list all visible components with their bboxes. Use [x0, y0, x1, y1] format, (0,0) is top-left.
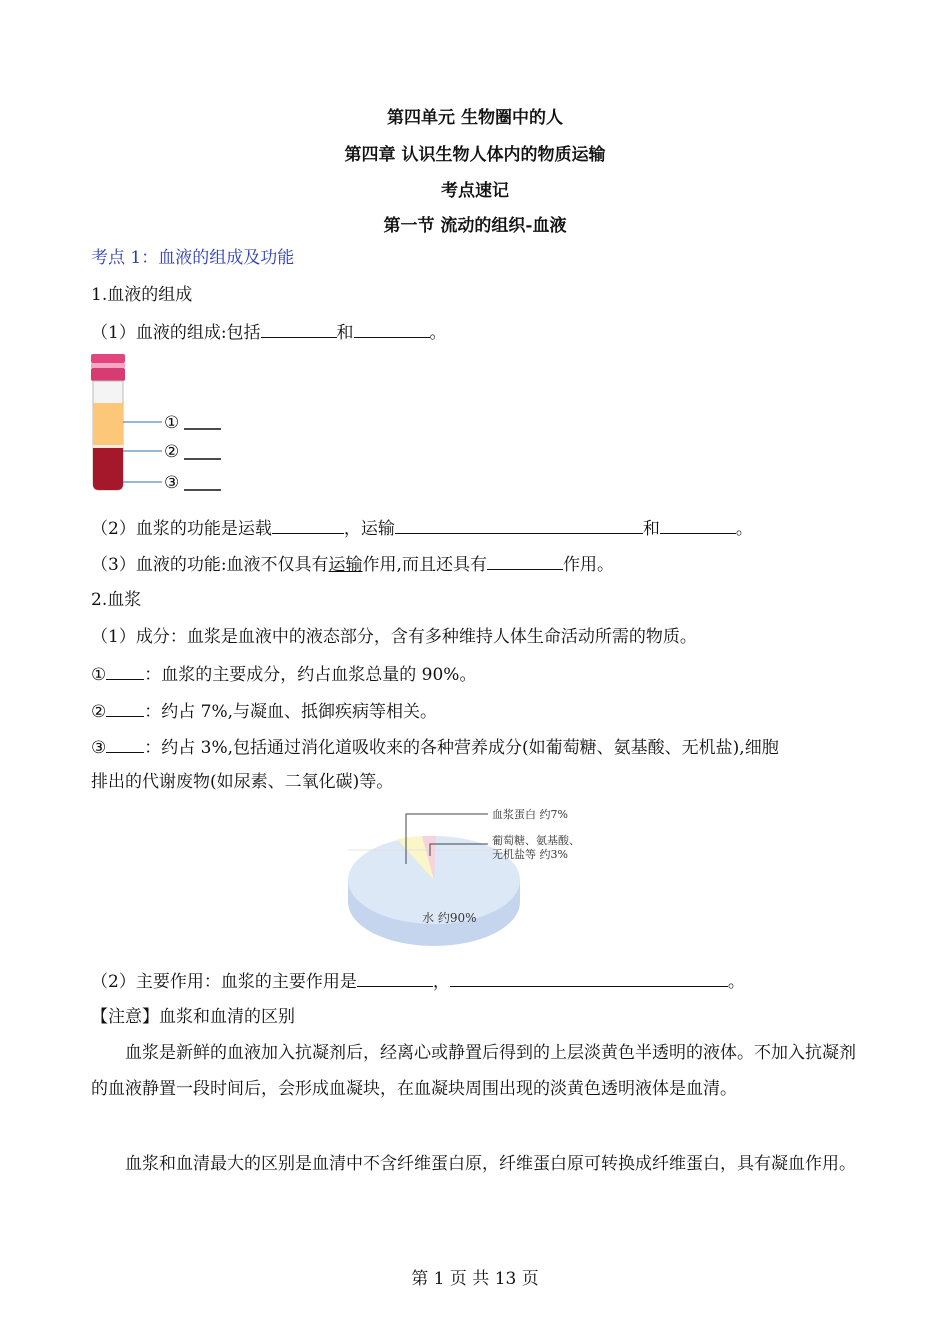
heading-blood-composition: 1.血液的组成: [91, 285, 193, 305]
blank[interactable]: [272, 515, 344, 534]
note-paragraph-1: 血浆是新鲜的血液加入抗凝剂后，经离心或静置后得到的上层淡黄色半透明的液体。不加入抗凝剂的血液静置一段时间后，会形成血凝块，在血凝块周围出现的淡黄色透明液体是血清。: [91, 1043, 856, 1099]
plasma-function: [91, 968, 861, 994]
tube-cap-stripe: [91, 363, 125, 368]
q1-text: 和: [336, 323, 354, 343]
blank[interactable]: [261, 319, 337, 338]
blank[interactable]: [106, 698, 144, 717]
component-1: [91, 661, 861, 687]
question-2: [91, 515, 861, 541]
component-num: ②: [91, 702, 107, 722]
tube-label-3: ③: [164, 473, 180, 493]
question-3: [91, 551, 861, 577]
blank[interactable]: [660, 515, 736, 534]
tube-label-1: ①: [164, 413, 180, 433]
q3-text: 作用。: [562, 555, 614, 575]
blood-tube-diagram: [88, 350, 228, 495]
plasma-composition: （1）成分：血浆是血液中的液态部分，含有多种维持人体生命活动所需的物质。: [91, 627, 697, 647]
component-text: ：约占 3%,包括通过消化道吸收来的各种营养成分(如葡萄糖、氨基酸、无机盐),细胞: [144, 738, 779, 758]
note-paragraph-2: 血浆和血清最大的区别是血清中不含纤维蛋白原，纤维蛋白原可转换成纤维蛋白，具有凝血作用。: [125, 1154, 856, 1174]
label-protein: 血浆蛋白 约7%: [492, 808, 568, 821]
q2-text: 。: [735, 519, 753, 539]
tube-label-2: ②: [164, 442, 180, 462]
label-nutrients-line2: 无机盐等 约3%: [492, 848, 568, 861]
q2-text: 和: [642, 519, 660, 539]
tube-cap: [91, 354, 125, 363]
note-title: 【注意】血浆和血清的区别: [91, 1007, 295, 1027]
function-text: ，: [432, 972, 450, 992]
label-nutrients-line1: 葡萄糖、氨基酸、: [492, 834, 580, 847]
component-text: ：血浆的主要成分，约占血浆总量的 90%。: [144, 665, 477, 685]
section-title: 第一节 流动的组织-血液: [383, 216, 567, 236]
plasma-pie-chart: [340, 798, 600, 960]
function-text: （2）主要作用：血浆的主要作用是: [91, 972, 357, 992]
q1-text: 。: [429, 323, 447, 343]
blank[interactable]: [395, 515, 643, 534]
component-text: ：约占 7%,与凝血、抵御疾病等相关。: [144, 702, 438, 722]
component-num: ①: [91, 665, 107, 685]
blank[interactable]: [487, 551, 563, 570]
white-cell-layer: [93, 445, 123, 448]
q2-text: ，运输: [343, 519, 395, 539]
chapter-title: 第四章 认识生物人体内的物质运输: [344, 145, 606, 165]
unit-title: 第四单元 生物圈中的人: [387, 108, 563, 128]
subtitle: 考点速记: [441, 181, 509, 201]
blank[interactable]: [106, 661, 144, 680]
blank[interactable]: [354, 319, 430, 338]
page-footer: 第 1 页 共 13 页: [411, 1269, 539, 1289]
label-water: 水 约90%: [422, 911, 477, 925]
component-num: ③: [91, 738, 107, 758]
q3-text: 作用,而且还具有: [362, 555, 487, 575]
component-3: [91, 734, 861, 760]
blank[interactable]: [106, 734, 144, 753]
function-text: 。: [727, 972, 745, 992]
q2-text: （2）血浆的功能是运载: [91, 519, 272, 539]
heading-plasma: 2.血浆: [91, 590, 142, 610]
tube-cap-base: [91, 368, 125, 381]
plasma-layer: [93, 403, 123, 446]
red-cell-layer: [93, 448, 123, 490]
kaodian-heading: 考点 1：血液的组成及功能: [91, 248, 295, 268]
blank[interactable]: [450, 968, 728, 987]
component-3-continued: 排出的代谢废物(如尿素、二氧化碳)等。: [91, 772, 394, 792]
blank[interactable]: [357, 968, 433, 987]
q3-underlined-answer: 运输: [328, 555, 363, 575]
question-1: [91, 319, 861, 345]
q1-text: （1）血液的组成:包括: [91, 323, 261, 343]
component-2: [91, 698, 861, 724]
q3-text: （3）血液的功能:血液不仅具有: [91, 555, 329, 575]
